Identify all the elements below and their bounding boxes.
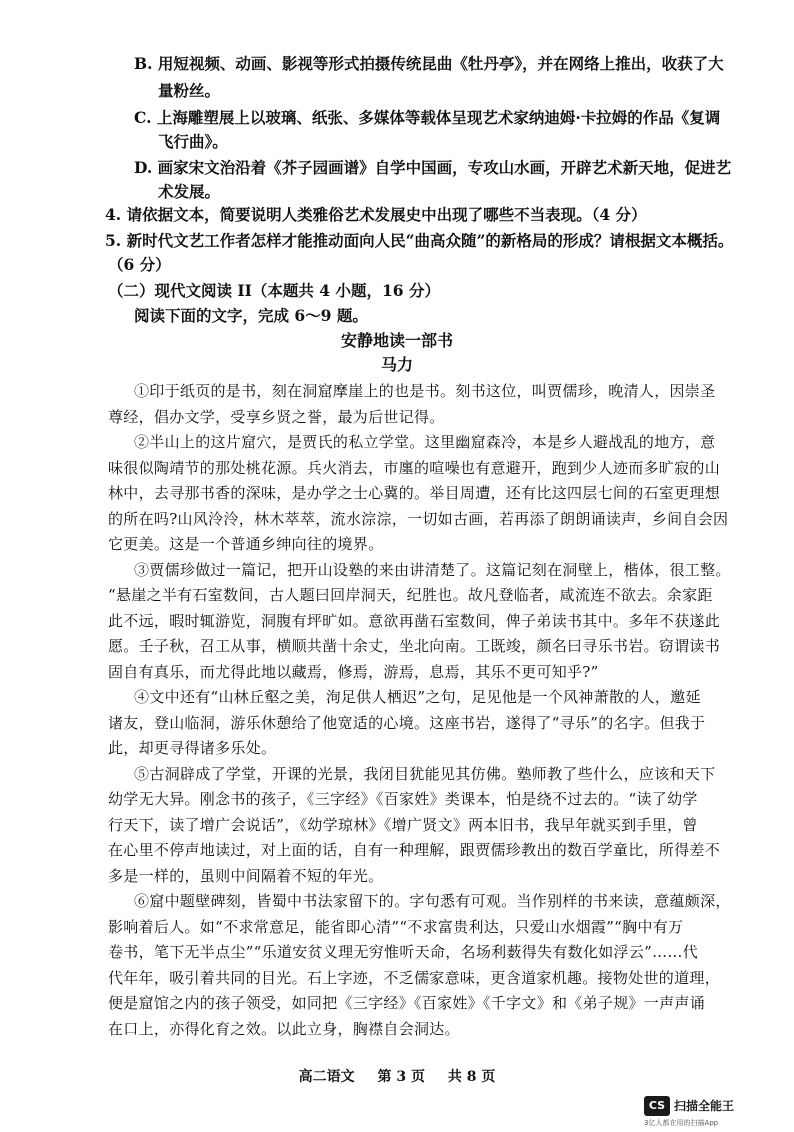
article-line: ⑤古洞辟成了学堂，开课的光景，我闭目犹能见其仿佛。塾师教了些什么，应该和天下 [134, 765, 716, 783]
article-line: 在口上，亦得化育之效。以此立身，胸襟自会洞达。 [108, 1020, 460, 1038]
article-line: ⑥窟中题壁碑刻，皆蜀中书法家留下的。字句悉有可观。当作别样的书来读，意蕴颇深， [134, 892, 731, 910]
article-line: 代年年，吸引着共同的目光。石上字迹，不乏儒家意味，更含道家机趣。接物处世的道理， [108, 969, 721, 987]
article-title: 安静地读一部书 [340, 331, 453, 350]
article-line: 多是一样的，虽则中间隔着不短的年光。 [108, 867, 384, 885]
footer-total-pages: 共 8 页 [447, 1069, 496, 1085]
article-line: 愿。壬子秋，召工从事，横顺共凿十余丈，坐北向南。工既竣，颜名曰寻乐书岩。窃谓读书 [108, 637, 721, 655]
watermark-tagline: 3亿人都在用的扫描App [644, 1119, 719, 1127]
article-line: 便是窟馆之内的孩子领受，如同把《三字经》《百家姓》《千字文》和《弟子规》一声声诵 [108, 994, 706, 1012]
option-c-line1: C. 上海雕塑展上以玻璃、纸张、多媒体等载体呈现艺术家纳迪姆·卡拉姆的作品《复调 [134, 108, 721, 127]
article-line: 在心里不停声地读过，对上面的话，自有一种理解，跟贾儒珍教出的数百学童比，所得差不 [108, 841, 721, 859]
article-line: 味很似陶靖节的那处桃花源。兵火消去，市廛的喧噪也有意避开，跑到少人迹而多旷寂的山 [108, 459, 721, 477]
camscanner-logo-icon: CS [644, 1096, 670, 1116]
option-d-line2: 术发展。 [158, 182, 221, 201]
article-line: ④文中还有“山林丘壑之美，洵足供人栖迟”之句，足见他是一个风神萧散的人，邀延 [134, 688, 701, 706]
option-b-line2: 量粉丝。 [158, 81, 221, 100]
question-5-line2: （6 分） [108, 255, 171, 274]
option-b-line1: B. 用短视频、动画、影视等形式拍摄传统昆曲《牡丹亭》，并在网络上推出，收获了大 [134, 54, 724, 73]
page-footer [0, 1066, 794, 1086]
article-line: ③贾儒珍做过一篇记，把开山设塾的来由讲清楚了。这篇记刻在洞壁上，楷体，很工整。 [134, 561, 731, 579]
article-line: 诸友，登山临洞，游乐休憩给了他宽适的心境。这座书岩，遂得了“寻乐”的名字。但我于 [108, 714, 706, 732]
article-line: 此不远，暇时辄游览，洞腹有坪旷如。意欲再凿石室数间，俾子弟读书其中。多年不获遂此 [108, 612, 721, 630]
reading-instruction: 阅读下面的文字，完成 6～9 题。 [134, 306, 368, 325]
article-line: ②半山上的这片窟穴，是贾氏的私立学堂。这里幽窟森冷，本是乡人避战乱的地方，意 [134, 433, 716, 451]
article-line: 固自有真乐，而尤得此地以藏焉，修焉，游焉，息焉，其乐不更可知乎?” [108, 663, 599, 681]
scanner-watermark [644, 1094, 774, 1130]
option-c-line2: 飞行曲》。 [158, 132, 228, 151]
article-author: 马力 [380, 355, 413, 374]
article-line: ①印于纸页的是书，刻在洞窟摩崖上的也是书。刻书这位，叫贾儒珍，晚清人，因崇圣 [134, 382, 716, 400]
footer-subject: 高二语文 [298, 1069, 355, 1085]
article-line: 影响着后人。如“不求常意足，能省即心清”“不求富贵利达，只爱山水烟霞”“胸中有万 [108, 918, 684, 936]
article-line: 此，却更寻得诸多乐处。 [108, 739, 277, 757]
question-5-line1: 5. 新时代文艺工作者怎样才能推动面向人民“曲高众随”的新格局的形成？请根据文本概括。 [105, 231, 734, 250]
article-line: 它更美。这是一个普通乡绅向往的境界。 [108, 535, 384, 553]
section-header: （二）现代文阅读 II（本题共 4 小题，16 分） [108, 281, 440, 300]
article-line: “悬崖之半有石室数间，古人题曰回岸洞天，纪胜也。故凡登临者，咸流连不欲去。余家距 [108, 586, 713, 604]
article-line: 林中，去寻那书香的深味，是办学之士心冀的。举目周遭，还有比这四层七间的石室更理想 [108, 484, 721, 502]
article-line: 的所在吗?山风泠泠，林木萃萃，流水淙淙，一切如古画，若再添了朗朗诵读声，乡间自会因 [108, 510, 729, 528]
option-d-line1: D. 画家宋文治沿着《芥子园画谱》自学中国画，专攻山水画，开辟艺术新天地，促进艺 [134, 158, 732, 177]
question-4: 4. 请依据文本，简要说明人类雅俗艺术发展史中出现了哪些不当表现。（4 分） [105, 205, 647, 224]
watermark-app-name: 扫描全能王 [674, 1099, 735, 1113]
article-line: 行天下，读了增广会说话”，《幼学琼林》《增广贤文》两本旧书，我早年就买到手里，曾 [108, 816, 698, 834]
article-line: 幼学无大异。刚念书的孩子，《三字经》《百家姓》类课本，怕是绕不过去的。“读了幼学 [108, 790, 698, 808]
footer-page-number: 第 3 页 [377, 1069, 425, 1085]
article-line: 卷书，笔下无半点尘”“乐道安贫义理无穷惟听天命，名场利薮得失有数化如浮云”……代 [108, 943, 699, 961]
article-line: 尊经，倡办文学，受享乡贤之誉，最为后世记得。 [108, 408, 445, 426]
